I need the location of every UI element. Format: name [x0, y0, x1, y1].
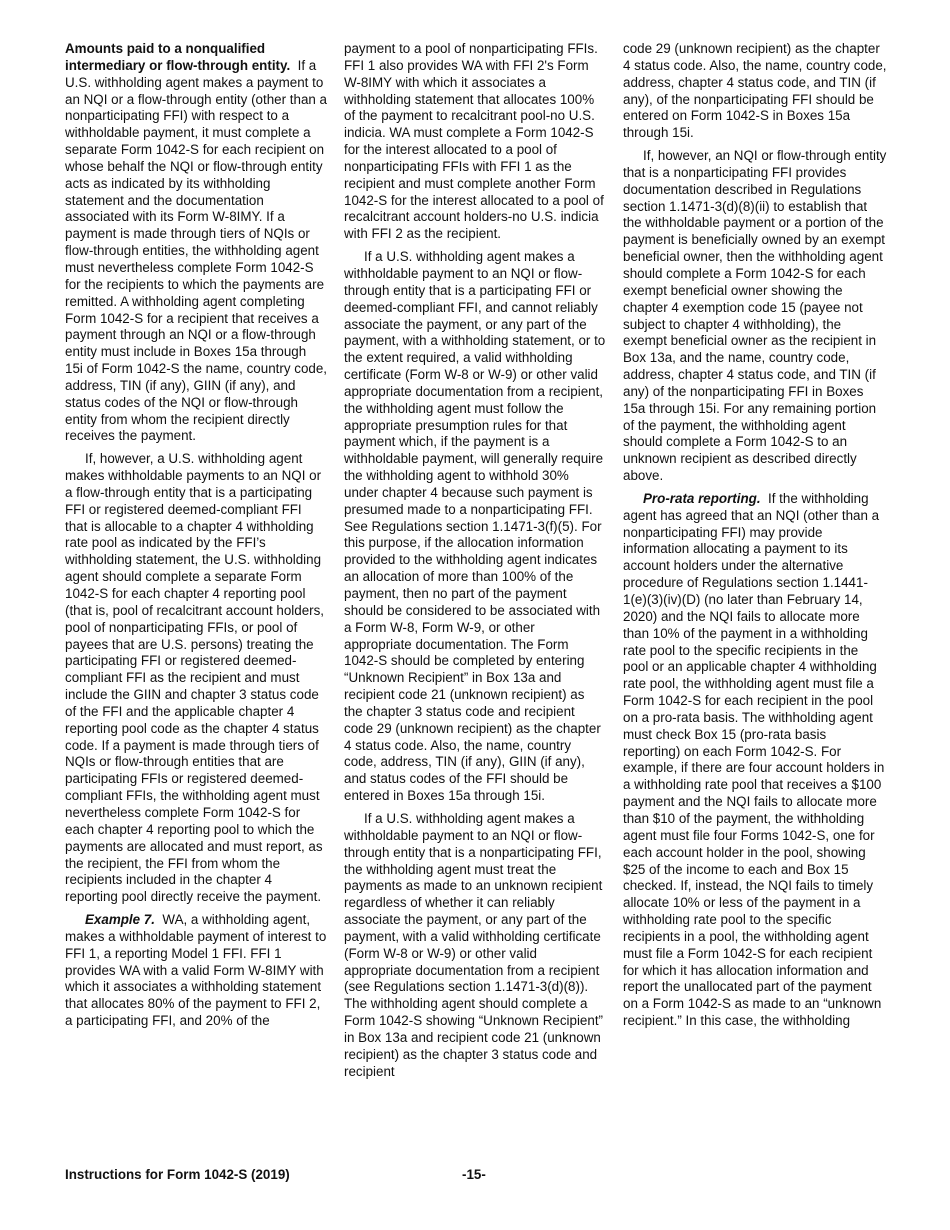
column-3 — [623, 41, 887, 1036]
paragraph: If a U.S. withholding agent makes a withholdable payment to an NQI or flow-through entity that is a nonparticipating FFI, the withholding agent must treat the payments as made to an unknown recipient regardless of whether it can reliably associate the payment, or any part of the payment, with a valid withholding certificate (Form W-8 or W-9) or other valid appropriate documentation from a recipient (see Regulations section 1.1471-3(d)(8)). The withholding agent should complete a Form 1042-S showing “Unknown Recipient” in Box 13a and recipient code 21 (unknown recipient) as the chapter 3 status code and recipient — [344, 810, 603, 1079]
paragraph — [623, 491, 887, 1030]
paragraph — [65, 912, 327, 1030]
paragraph-text: If the withholding agent has agreed that an NQI (other than a nonparticipating FFI) may provide information allocating a payment to its account holders under the alternative procedure of Regulations section 1.1441-1(e)(3)(iv)(D) (no later than February 14, 2020) and the NQI fails to allocate more than 10% of the payment in a withholding rate pool to the specific recipients in the pool or an applicable chapter 4 withholding rate pool, the withholding agent must file a Form 1042-S for each recipient in the pool on a pro-rata basis. The withholding agent must check Box 15 (pro-rata basis reporting) on each Form 1042-S. For example, if there are four account holders in a withholding rate pool that receives a $100 payment and the NQI fails to allocate more than $10 of the payment, the withholding agent must file four Forms 1042-S, one for each account holder in the pool, showing $25 of the income to each and Box 15 checked. If, instead, the NQI fails to timely allocate 10% or less of the payment in a withholding rate pool to the specific recipients in a pool, the withholding agent must file a Form 1042-S for each recipient for which it has allocation information and report the unallocated part of the payment on a Form 1042-S as made to an “unknown recipient.” In this case, the withholding — [623, 490, 885, 1029]
paragraph: If, however, a U.S. withholding agent makes withholdable payments to an NQI or a flow-through entity that is a participating FFI or registered deemed-compliant FFI that is allocable to a chapter 4 withholding rate pool as indicated by the FFI’s withholding statement, the U.S. withholding agent should complete a separate Form 1042-S for each chapter 4 reporting pool (that is, pool of recalcitrant account holders, pool of nonparticipating FFIs, or pool of payees that are U.S. persons) treating the participating FFI or registered deemed-compliant FFI as the recipient and must include the GIIN and chapter 3 status code of the FFI and the applicable chapter 4 reporting pool code as the chapter 4 status code. If a payment is made through tiers of NQIs or flow-through entities that are participating FFIs or registered deemed-compliant FFIs, the withholding agent must nevertheless complete Form 1042-S for each chapter 4 reporting pool to which the payments are allocated and must report, as the recipient, the FFI from whom the recipients included in the chapter 4 reporting pool directly receive the payment. — [65, 451, 325, 905]
footer-form-title: Instructions for Form 1042-S (2019) — [65, 1167, 290, 1182]
page-number: -15- — [462, 1167, 486, 1182]
paragraph-text: If a U.S. withholding agent makes a payment to an NQI or a flow-through entity (other than a nonparticipating FFI) with respect to a withholdable payment, it must complete a separate Form 1042-S for each recipient on whose behalf the NQI or flow-through entity acts as indicated by its withholding statement and the documentation associated with its Form W-8IMY. If a payment is made through tiers of NQIs or flow-through entities, the withholding agent must nevertheless complete Form 1042-S for the recipients to which the payments are remitted. A withholding agent completing Form 1042-S for a recipient that receives a payment through an NQI or a flow-through entity must include in Boxes 15a through 15i of Form 1042-S the name, country code, address, TIN (if any), GIIN (if any), and status codes of the NQI or flow-through entity from whom the recipient directly receives the payment. — [65, 57, 328, 444]
example-heading: Example 7. — [85, 912, 155, 928]
section-heading: Amounts paid to a nonqualified intermediary or flow-through entity. — [65, 41, 291, 73]
paragraph-text: WA, a withholding agent, makes a withholdable payment of interest to FFI 1, a reporting Model 1 FFI. FFI 1 provides WA with a valid Form W-8IMY with which it associates a withholding statement that allocates 80% of the payment to FFI 2, a participating FFI, and 20% of the — [65, 912, 327, 1029]
paragraph — [65, 41, 327, 445]
paragraph: payment to a pool of nonparticipating FFIs. FFI 1 also provides WA with FFI 2's Form W-8IMY with which it associates a withholding statement that allocates 100% of the payment to recalcitrant pool-no U.S. indicia. WA must complete a Form 1042-S for the interest allocated to a pool of nonparticipating FFIs with FFI 1 as the recipient and must complete another Form 1042-S for the interest allocated to a pool of recalcitrant account holders-no U.S. indicia with FFI 2 as the recipient. — [344, 41, 604, 242]
column-1 — [65, 41, 327, 1036]
paragraph: code 29 (unknown recipient) as the chapter 4 status code. Also, the name, country code, address, chapter 4 status code, and TIN (if any), of the nonparticipating FFI should be entered on Form 1042-S in Boxes 15a through 15i. — [623, 41, 887, 141]
paragraph: If a U.S. withholding agent makes a withholdable payment to an NQI or flow-through entity that is a participating FFI or deemed-compliant FFI, and cannot reliably associate the payment, or any part of the payment, with a withholding statement, or to the extent required, a valid withholding certificate (Form W-8 or W-9) or other valid appropriate documentation from a recipient, the withholding agent must follow the appropriate presumption rules for that payment which, if the payment is a withholdable payment, will generally require the withholding agent to withhold 30% under chapter 4 because such payment is presumed made to a nonparticipating FFI. See Regulations section 1.1471-3(f)(5). For this purpose, if the allocation information provided to the withholding agent indicates an allocation of more than 100% of the payment, then no part of the payment should be considered to be associated with a Form W-8, Form W-9, or other appropriate documentation. The Form 1042-S should be completed by entering “Unknown Recipient” in Box 13a and recipient code 21 (unknown recipient) as the chapter 3 status code and recipient code 29 (unknown recipient) as the chapter 4 status code. Also, the name, country code, address, TIN (if any), GIIN (if any), and status codes of the FFI should be entered in Boxes 15a through 15i. — [344, 249, 606, 804]
column-2 — [344, 41, 606, 1086]
section-heading: Pro-rata reporting. — [643, 490, 761, 506]
paragraph: If, however, an NQI or flow-through entity that is a nonparticipating FFI provides documentation described in Regulations section 1.1471-3(d)(8)(ii) to establish that the withholdable payment or a portion of the payment is beneficially owned by an exempt beneficial owner, then the withholding agent should complete a Form 1042-S for each exempt beneficial owner showing the chapter 4 exemption code 15 (payee not subject to chapter 4 withholding), the exempt beneficial owner as the recipient in Box 13a, and the name, country code, address, chapter 4 status code, and TIN (if any) of the nonparticipating FFI in Boxes 15a through 15i. For any remaining portion of the payment, the withholding agent should complete a Form 1042-S to an unknown recipient as described directly above. — [623, 148, 887, 484]
